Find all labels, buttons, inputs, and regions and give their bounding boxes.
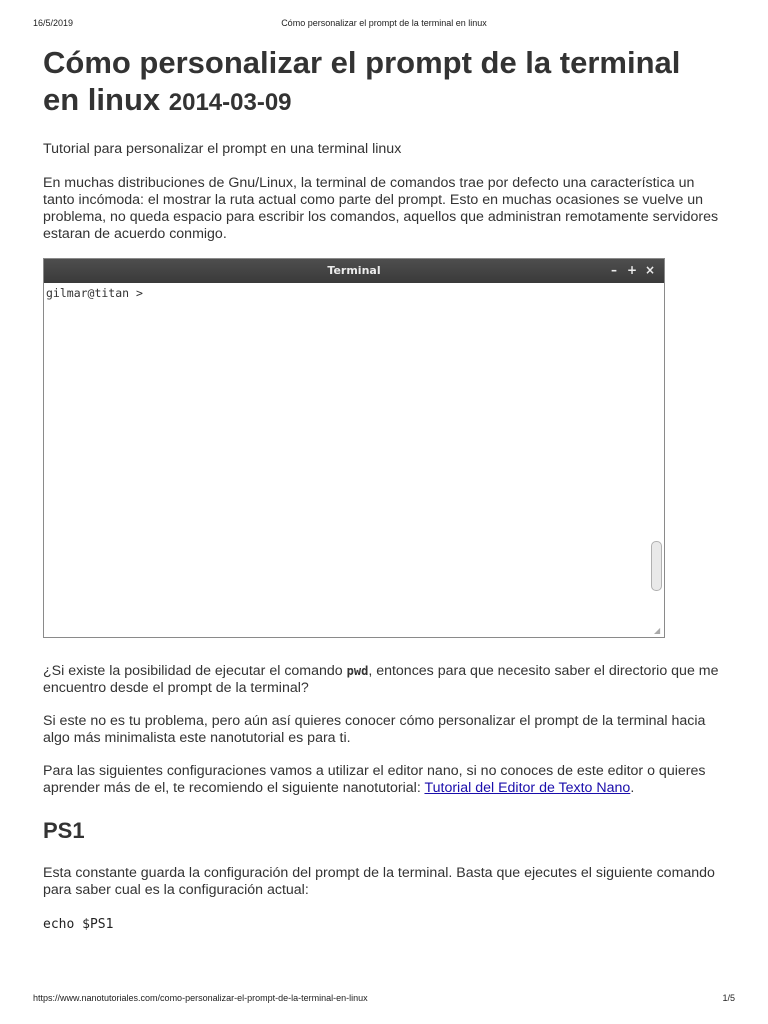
ps1-paragraph: Esta constante guarda la configuración del prompt de la terminal. Basta que ejecutes el siguiente comando para saber cual es la configuración actual: [43, 865, 715, 898]
terminal-title: Terminal [327, 264, 381, 277]
print-date: 16/5/2019 [33, 18, 74, 28]
maximize-icon[interactable]: + [626, 263, 638, 277]
terminal-screenshot [43, 258, 665, 638]
nano-tutorial-link[interactable]: Tutorial del Editor de Texto Nano [424, 780, 631, 796]
pwd-code: pwd [346, 664, 369, 678]
nano-period: . [630, 780, 635, 796]
post-date: 2014-03-09 [168, 89, 292, 116]
minimalist-paragraph: Si este no es tu problema, pero aún así quieres conocer cómo personalizar el prompt de la terminal hacia algo más minimalista este nanotutorial es para ti. [43, 713, 706, 746]
terminal-titlebar [44, 259, 664, 283]
resize-grip-icon[interactable]: ◢ [654, 626, 661, 635]
nano-text: Para las siguientes configuraciones vamos a utilizar el editor nano, si no conoces de este editor o quieres aprender más de el, te recomiendo el siguiente nanotutorial: [43, 763, 706, 796]
window-controls [608, 262, 656, 278]
question-paragraph [43, 663, 723, 697]
close-icon[interactable]: × [644, 263, 656, 277]
intro-paragraph: En muchas distribuciones de Gnu/Linux, la terminal de comandos trae por defecto una característica un tanto incómoda: el mostrar la ruta actual como parte del prompt. Esto en muchas ocasiones se vuelve un problema, no queda espacio para escribir los comandos, aquellos que administran remotamente servidores estaran de acuerdo conmigo. [43, 175, 719, 242]
article [43, 44, 723, 932]
question-text-end: , entonces para que necesito saber el directorio que me encuentro desde el prompt de la terminal? [43, 663, 719, 696]
question-text-start: ¿Si existe la posibilidad de ejecutar el comando [43, 663, 347, 679]
nano-paragraph [43, 763, 723, 797]
print-footer-url: https://www.nanotutoriales.com/como-personalizar-el-prompt-de-la-terminal-en-linux [33, 993, 368, 1003]
article-subtitle: Tutorial para personalizar el prompt en una terminal linux [43, 141, 402, 157]
title-text: Cómo personalizar el prompt de la terminal en linux [43, 45, 681, 117]
terminal-prompt: gilmar@titan > [46, 286, 143, 300]
print-header-title: Cómo personalizar el prompt de la terminal en linux [281, 18, 487, 28]
command-echo-ps1: echo $PS1 [43, 917, 114, 932]
terminal-scrollbar[interactable] [651, 541, 662, 591]
minimize-icon[interactable]: – [611, 263, 617, 277]
page-number: 1/5 [722, 993, 735, 1003]
section-heading-ps1: PS1 [43, 818, 85, 843]
page-title [43, 44, 723, 121]
